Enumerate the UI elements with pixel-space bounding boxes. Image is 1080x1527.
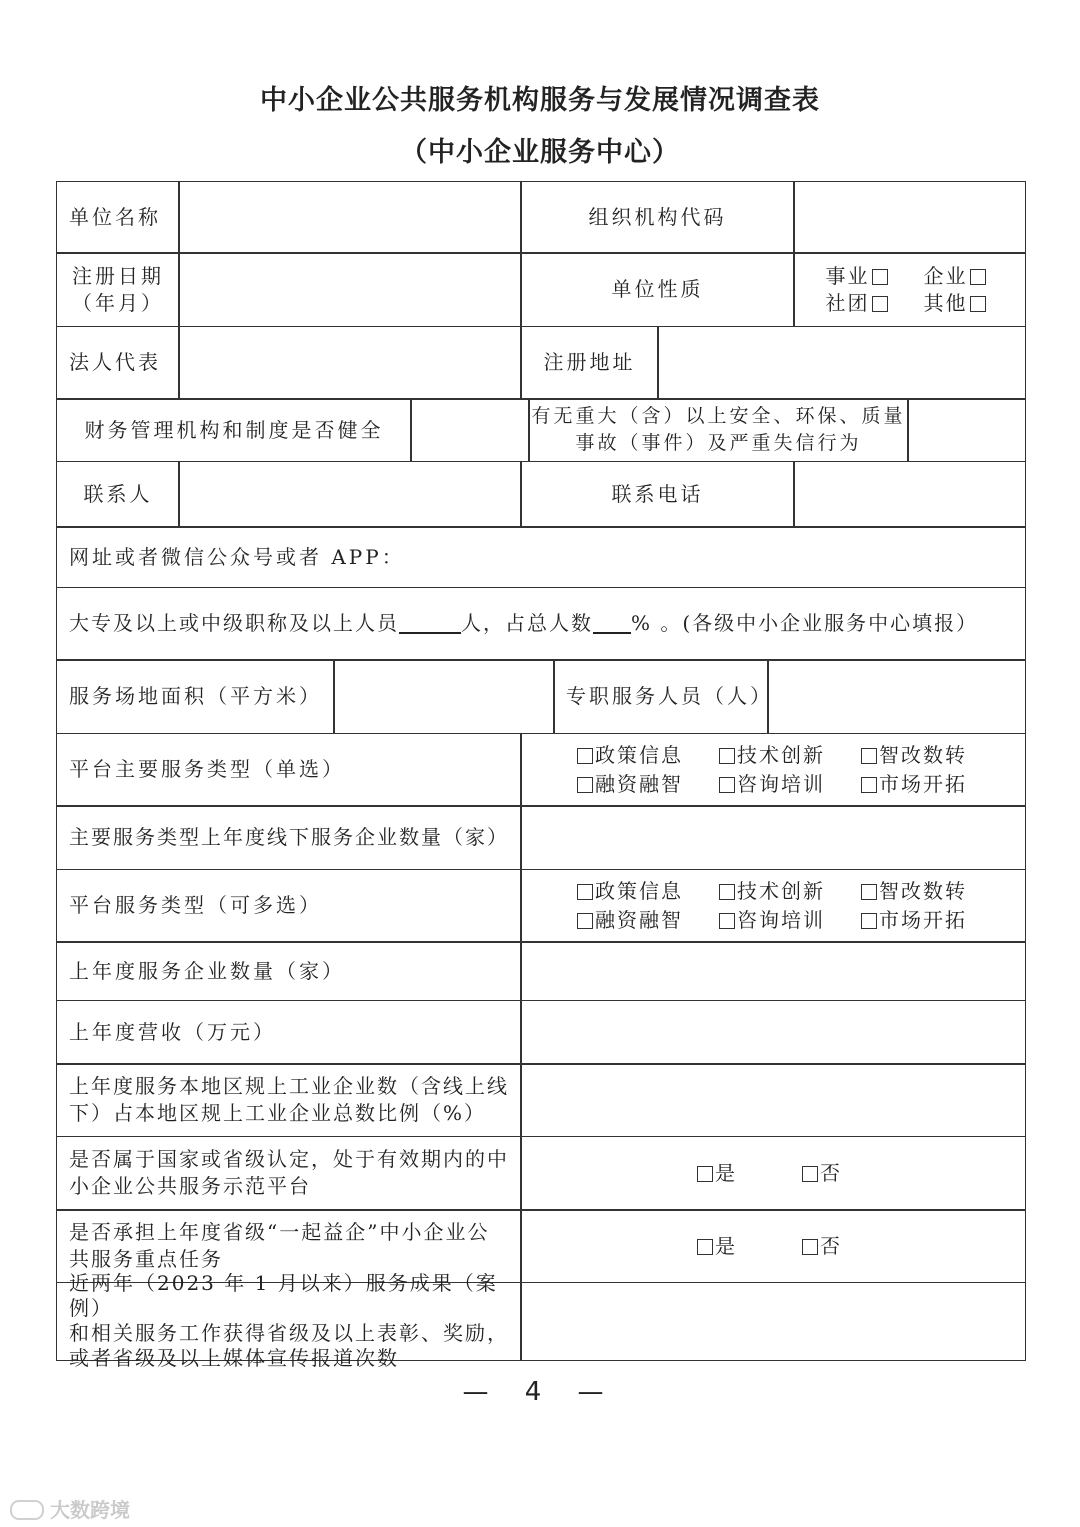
types-multi-label: 平台服务类型（可多选） (56, 869, 522, 943)
achieve-label-2: 和相关服务工作获得省级及以上表彰、奖励， (69, 1321, 509, 1345)
multi-option-consult[interactable]: 咨询培训 (719, 907, 861, 934)
staff-percent-blank[interactable] (593, 614, 631, 634)
staff-text-a: 大专及以上或中级职称及以上人员 (69, 611, 399, 635)
row-website (56, 526, 1026, 588)
checkbox-icon[interactable] (577, 913, 593, 929)
org-code-label: 组织机构代码 (520, 181, 795, 254)
website-label: 网址或者微信公众号或者 APP： (69, 544, 405, 569)
multi-option-tech[interactable]: 技术创新 (719, 878, 861, 905)
task-label-2: 共服务重点任务 (69, 1247, 223, 1271)
incidents-label-2: 事故（事件）及严重失信行为 (575, 432, 862, 454)
option-finance[interactable]: 融资融智 (577, 771, 719, 798)
contact-label: 联系人 (56, 461, 180, 528)
legal-rep-label: 法人代表 (56, 326, 180, 400)
multi-option-digital[interactable]: 智改数转 (861, 878, 1003, 905)
row-reg-date (56, 252, 1026, 327)
task-yes[interactable]: 是 (697, 1233, 738, 1260)
row-revenue (56, 1000, 1026, 1065)
demo-label-1: 是否属于国家或省级认定，处于有效期内的中 (69, 1147, 509, 1171)
page-number: — 4 — (462, 1377, 618, 1407)
row-legal-rep (56, 326, 1026, 400)
reg-date-input[interactable] (178, 252, 522, 327)
main-type-label: 平台主要服务类型（单选） (56, 733, 522, 807)
achieve-label (56, 1271, 522, 1370)
row-area (56, 659, 1026, 734)
row-contact (56, 461, 1026, 528)
ratio-label (56, 1063, 522, 1137)
task-label-1: 是否承担上年度省级“一起益企”中小企业公 (69, 1220, 490, 1244)
option-policy[interactable]: 政策信息 (577, 742, 719, 769)
checkbox-icon[interactable] (719, 777, 735, 793)
row-served-count (56, 941, 1026, 1001)
form-title: 中小企业公共服务机构服务与发展情况调查表 (260, 85, 820, 116)
reg-date-label-1: 注册日期 (72, 263, 164, 288)
unit-name-input[interactable] (178, 181, 522, 254)
demo-label (56, 1136, 522, 1211)
row-demo-platform (56, 1136, 1026, 1211)
checkbox-icon[interactable] (861, 777, 877, 793)
unit-nature-label: 单位性质 (520, 252, 795, 327)
phone-label: 联系电话 (520, 461, 795, 528)
checkbox-icon[interactable] (861, 748, 877, 764)
option-consult[interactable]: 咨询培训 (719, 771, 861, 798)
checkbox-icon[interactable] (577, 748, 593, 764)
achieve-label-1: 近两年（2023 年 1 月以来）服务成果（案例） (69, 1271, 498, 1320)
staff-text-b: 人，占总人数 (461, 611, 593, 635)
area-label: 服务场地面积（平方米） (56, 659, 335, 734)
task-no[interactable]: 否 (802, 1233, 843, 1260)
row-finance (56, 398, 1026, 462)
reg-date-label-2: （年月） (72, 290, 164, 315)
unit-nature-options (793, 252, 1026, 327)
offline-count-label: 主要服务类型上年度线下服务企业数量（家） (56, 805, 522, 870)
checkbox-icon[interactable] (697, 1166, 713, 1182)
main-type-options (520, 733, 1026, 807)
revenue-label: 上年度营收（万元） (56, 1000, 522, 1065)
form-subtitle: （中小企业服务中心） (400, 137, 680, 168)
row-main-type (56, 733, 1026, 807)
demo-yes[interactable]: 是 (697, 1160, 738, 1187)
demo-label-2: 小企业公共服务示范平台 (69, 1174, 311, 1198)
multi-option-policy[interactable]: 政策信息 (577, 878, 719, 905)
offline-count-input[interactable] (520, 805, 1026, 870)
demo-no[interactable]: 否 (802, 1160, 843, 1187)
multi-option-finance[interactable]: 融资融智 (577, 907, 719, 934)
watermark: 大数跨境 (10, 1494, 130, 1523)
revenue-input[interactable] (520, 1000, 1026, 1065)
ratio-input[interactable] (520, 1063, 1026, 1137)
checkbox-icon[interactable] (577, 884, 593, 900)
task-options (520, 1209, 1026, 1283)
checkbox-icon[interactable] (719, 748, 735, 764)
checkbox-icon[interactable] (970, 296, 986, 312)
incidents-label (528, 398, 909, 462)
row-staff (56, 587, 1026, 661)
reg-address-label: 注册地址 (520, 326, 659, 400)
row-unit-name (56, 181, 1026, 254)
types-multi-options (520, 869, 1026, 943)
checkbox-icon[interactable] (802, 1239, 818, 1255)
checkbox-icon[interactable] (861, 884, 877, 900)
nature-option-qita[interactable]: 其他 (924, 290, 994, 317)
phone-input[interactable] (793, 461, 1026, 528)
area-input[interactable] (333, 659, 555, 734)
row-types-multi (56, 869, 1026, 943)
contact-input[interactable] (178, 461, 522, 528)
ratio-label-2: 下）占本地区规上工业企业总数比例（%） (69, 1101, 487, 1125)
checkbox-icon[interactable] (577, 777, 593, 793)
checkbox-icon[interactable] (719, 913, 735, 929)
row-offline-count (56, 805, 1026, 870)
incidents-label-1: 有无重大（含）以上安全、环保、质量 (531, 405, 906, 427)
demo-options (520, 1136, 1026, 1211)
checkbox-icon[interactable] (872, 269, 888, 285)
unit-name-label: 单位名称 (56, 181, 180, 254)
org-code-input[interactable] (793, 181, 1026, 254)
checkbox-icon[interactable] (970, 269, 986, 285)
achieve-input[interactable] (520, 1282, 1026, 1361)
finance-mgmt-input[interactable] (410, 398, 530, 462)
survey-form (56, 182, 1026, 1370)
checkbox-icon[interactable] (872, 296, 888, 312)
reg-date-label (56, 252, 180, 327)
checkbox-icon[interactable] (802, 1166, 818, 1182)
option-market[interactable]: 市场开拓 (861, 771, 1003, 798)
nature-option-shetuan[interactable]: 社团 (826, 290, 924, 317)
fulltime-input[interactable] (767, 659, 1026, 734)
staff-count-blank[interactable] (399, 614, 461, 634)
achieve-label-3: 或者省级及以上媒体宣传报道次数 (69, 1346, 399, 1370)
fulltime-label: 专职服务人员（人） (553, 659, 769, 734)
served-count-label: 上年度服务企业数量（家） (56, 941, 522, 1001)
served-count-input[interactable] (520, 941, 1026, 1001)
reg-address-input[interactable] (657, 326, 1026, 400)
watermark-logo-icon (10, 1500, 44, 1520)
incidents-input[interactable] (907, 398, 1026, 462)
multi-option-market[interactable]: 市场开拓 (861, 907, 1003, 934)
row-ratio (56, 1063, 1026, 1137)
checkbox-icon[interactable] (861, 913, 877, 929)
nature-option-shiye[interactable]: 事业 (826, 263, 924, 290)
nature-option-qiye[interactable]: 企业 (924, 263, 994, 290)
website-field[interactable] (56, 526, 1026, 588)
checkbox-icon[interactable] (697, 1239, 713, 1255)
ratio-label-1: 上年度服务本地区规上工业企业数（含线上线 (69, 1074, 509, 1098)
checkbox-icon[interactable] (719, 884, 735, 900)
finance-mgmt-label: 财务管理机构和制度是否健全 (56, 398, 412, 462)
staff-field (56, 587, 1026, 661)
option-digital[interactable]: 智改数转 (861, 742, 1003, 769)
option-tech[interactable]: 技术创新 (719, 742, 861, 769)
staff-text-c: % 。(各级中小企业服务中心填报） (631, 611, 979, 635)
row-achievements (56, 1271, 1026, 1370)
legal-rep-input[interactable] (178, 326, 522, 400)
